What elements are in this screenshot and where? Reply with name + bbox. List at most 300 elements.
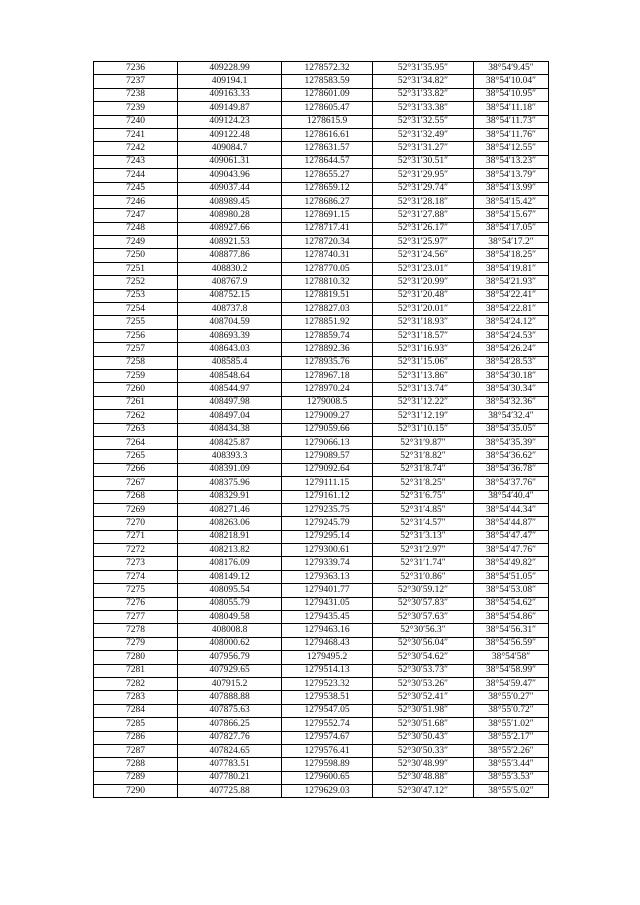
point-number-cell: 7242 [94,142,178,155]
y-coordinate-cell: 1279629.03 [282,785,373,798]
longitude-cell: 38°54′13.23″ [474,155,549,168]
x-coordinate-cell: 409149.87 [178,102,282,115]
y-coordinate-cell: 1279339.74 [282,557,373,570]
y-coordinate-cell: 1278644.57 [282,155,373,168]
latitude-cell: 52°31′9.87″ [373,436,474,449]
latitude-cell: 52°30′59.12″ [373,584,474,597]
table-row [94,115,549,128]
point-number-cell: 7269 [94,503,178,516]
x-coordinate-cell: 408213.82 [178,544,282,557]
y-coordinate-cell: 1278720.34 [282,236,373,249]
point-number-cell: 7266 [94,463,178,476]
longitude-cell: 38°54′59.47″ [474,677,549,690]
table-row [94,718,549,731]
point-number-cell: 7278 [94,624,178,637]
point-number-cell: 7247 [94,209,178,222]
y-coordinate-cell: 1279245.79 [282,517,373,530]
latitude-cell: 52°30′47.12″ [373,785,474,798]
y-coordinate-cell: 1279600.65 [282,771,373,784]
table-row [94,597,549,610]
y-coordinate-cell: 1278819.51 [282,289,373,302]
latitude-cell: 52°31′6.75″ [373,490,474,503]
longitude-cell: 38°54′30.18″ [474,369,549,382]
x-coordinate-cell: 408055.79 [178,597,282,610]
latitude-cell: 52°30′48.99″ [373,758,474,771]
point-number-cell: 7270 [94,517,178,530]
point-number-cell: 7252 [94,276,178,289]
longitude-cell: 38°54′37.76″ [474,477,549,490]
longitude-cell: 38°54′49.82″ [474,557,549,570]
table-row [94,771,549,784]
x-coordinate-cell: 408693.39 [178,329,282,342]
longitude-cell: 38°54′10.04″ [474,75,549,88]
x-coordinate-cell: 408049.58 [178,611,282,624]
latitude-cell: 52°31′3.13″ [373,530,474,543]
longitude-cell: 38°54′47.76″ [474,544,549,557]
x-coordinate-cell: 409194.1 [178,75,282,88]
x-coordinate-cell: 408752.15 [178,289,282,302]
point-number-cell: 7290 [94,785,178,798]
latitude-cell: 52°31′30.51″ [373,155,474,168]
y-coordinate-cell: 1278770.05 [282,262,373,275]
latitude-cell: 52°31′8.25″ [373,477,474,490]
y-coordinate-cell: 1279009.27 [282,410,373,423]
table-row [94,691,549,704]
point-number-cell: 7240 [94,115,178,128]
point-number-cell: 7272 [94,544,178,557]
y-coordinate-cell: 1279468.43 [282,637,373,650]
table-row [94,477,549,490]
x-coordinate-cell: 408375.96 [178,477,282,490]
table-row [94,624,549,637]
longitude-cell: 38°55′2.26″ [474,744,549,757]
longitude-cell: 38°54′15.42″ [474,195,549,208]
point-number-cell: 7275 [94,584,178,597]
point-number-cell: 7286 [94,731,178,744]
latitude-cell: 52°31′12.19″ [373,410,474,423]
y-coordinate-cell: 1279295.14 [282,530,373,543]
longitude-cell: 38°54′58″ [474,651,549,664]
latitude-cell: 52°31′33.38″ [373,102,474,115]
table-row [94,396,549,409]
y-coordinate-cell: 1279431.05 [282,597,373,610]
table-row [94,731,549,744]
longitude-cell: 38°54′12.55″ [474,142,549,155]
latitude-cell: 52°30′54.62″ [373,651,474,664]
point-number-cell: 7271 [94,530,178,543]
x-coordinate-cell: 407824.65 [178,744,282,757]
x-coordinate-cell: 409061.31 [178,155,282,168]
y-coordinate-cell: 1279111.15 [282,477,373,490]
latitude-cell: 52°31′29.95″ [373,169,474,182]
longitude-cell: 38°54′35.05″ [474,423,549,436]
table-row [94,155,549,168]
y-coordinate-cell: 1279552.74 [282,718,373,731]
x-coordinate-cell: 408927.66 [178,222,282,235]
x-coordinate-cell: 409163.33 [178,88,282,101]
point-number-cell: 7267 [94,477,178,490]
x-coordinate-cell: 408391.09 [178,463,282,476]
x-coordinate-cell: 408830.2 [178,262,282,275]
latitude-cell: 52°31′25.97″ [373,236,474,249]
latitude-cell: 52°31′32.49″ [373,128,474,141]
x-coordinate-cell: 408176.09 [178,557,282,570]
y-coordinate-cell: 1278717.41 [282,222,373,235]
latitude-cell: 52°30′50.33″ [373,744,474,757]
latitude-cell: 52°31′24.56″ [373,249,474,262]
longitude-cell: 38°54′56.31″ [474,624,549,637]
table-row [94,503,549,516]
point-number-cell: 7285 [94,718,178,731]
point-number-cell: 7248 [94,222,178,235]
y-coordinate-cell: 1278851.92 [282,316,373,329]
x-coordinate-cell: 408548.64 [178,369,282,382]
latitude-cell: 52°30′48.88″ [373,771,474,784]
x-coordinate-cell: 409228.99 [178,62,282,75]
longitude-cell: 38°54′40.4″ [474,490,549,503]
y-coordinate-cell: 1279008.5 [282,396,373,409]
latitude-cell: 52°30′57.63″ [373,611,474,624]
latitude-cell: 52°31′13.86″ [373,369,474,382]
x-coordinate-cell: 408497.04 [178,410,282,423]
table-row [94,169,549,182]
y-coordinate-cell: 1278859.74 [282,329,373,342]
table-row [94,677,549,690]
table-row [94,102,549,115]
latitude-cell: 52°31′34.82″ [373,75,474,88]
point-number-cell: 7257 [94,343,178,356]
latitude-cell: 52°30′51.68″ [373,718,474,731]
point-number-cell: 7237 [94,75,178,88]
x-coordinate-cell: 408218.91 [178,530,282,543]
x-coordinate-cell: 407915.2 [178,677,282,690]
point-number-cell: 7250 [94,249,178,262]
table-row [94,436,549,449]
table-row [94,249,549,262]
table-row [94,236,549,249]
x-coordinate-cell: 409122.48 [178,128,282,141]
point-number-cell: 7241 [94,128,178,141]
x-coordinate-cell: 408008.8 [178,624,282,637]
point-number-cell: 7276 [94,597,178,610]
point-number-cell: 7284 [94,704,178,717]
table-row [94,410,549,423]
x-coordinate-cell: 409037.44 [178,182,282,195]
x-coordinate-cell: 408544.97 [178,383,282,396]
x-coordinate-cell: 407827.76 [178,731,282,744]
y-coordinate-cell: 1278810.32 [282,276,373,289]
point-number-cell: 7256 [94,329,178,342]
longitude-cell: 38°54′11.18″ [474,102,549,115]
latitude-cell: 52°30′52.41″ [373,691,474,704]
point-number-cell: 7289 [94,771,178,784]
longitude-cell: 38°54′53.08″ [474,584,549,597]
point-number-cell: 7280 [94,651,178,664]
table-row [94,557,549,570]
longitude-cell: 38°54′21.93″ [474,276,549,289]
y-coordinate-cell: 1278970.24 [282,383,373,396]
table-row [94,637,549,650]
longitude-cell: 38°54′36.62″ [474,450,549,463]
point-number-cell: 7262 [94,410,178,423]
latitude-cell: 52°31′20.01″ [373,303,474,316]
latitude-cell: 52°31′13.74″ [373,383,474,396]
y-coordinate-cell: 1279059.66 [282,423,373,436]
table-row [94,785,549,798]
longitude-cell: 38°54′28.53″ [474,356,549,369]
longitude-cell: 38°54′47.47″ [474,530,549,543]
y-coordinate-cell: 1278616.61 [282,128,373,141]
x-coordinate-cell: 408737.8 [178,303,282,316]
longitude-cell: 38°54′32.36″ [474,396,549,409]
table-row [94,195,549,208]
longitude-cell: 38°54′36.78″ [474,463,549,476]
longitude-cell: 38°54′19.81″ [474,262,549,275]
x-coordinate-cell: 407866.25 [178,718,282,731]
x-coordinate-cell: 409043.96 [178,169,282,182]
latitude-cell: 52°31′31.27″ [373,142,474,155]
latitude-cell: 52°30′51.98″ [373,704,474,717]
longitude-cell: 38°54′10.95″ [474,88,549,101]
longitude-cell: 38°54′9.45″ [474,62,549,75]
y-coordinate-cell: 1278631.57 [282,142,373,155]
table-row [94,316,549,329]
x-coordinate-cell: 408585.4 [178,356,282,369]
point-number-cell: 7277 [94,611,178,624]
y-coordinate-cell: 1279089.57 [282,450,373,463]
table-row [94,530,549,543]
y-coordinate-cell: 1279092.64 [282,463,373,476]
table-row [94,276,549,289]
longitude-cell: 38°54′44.34″ [474,503,549,516]
longitude-cell: 38°55′2.17″ [474,731,549,744]
latitude-cell: 52°31′23.01″ [373,262,474,275]
latitude-cell: 52°31′28.18″ [373,195,474,208]
latitude-cell: 52°31′8.74″ [373,463,474,476]
table-row [94,450,549,463]
longitude-cell: 38°54′13.99″ [474,182,549,195]
y-coordinate-cell: 1278827.03 [282,303,373,316]
x-coordinate-cell: 408434.38 [178,423,282,436]
point-number-cell: 7273 [94,557,178,570]
x-coordinate-cell: 407956.79 [178,651,282,664]
y-coordinate-cell: 1279300.61 [282,544,373,557]
point-number-cell: 7258 [94,356,178,369]
longitude-cell: 38°54′22.41″ [474,289,549,302]
point-number-cell: 7263 [94,423,178,436]
table-row [94,356,549,369]
table-row [94,383,549,396]
table-row [94,611,549,624]
longitude-cell: 38°54′15.67″ [474,209,549,222]
longitude-cell: 38°54′17.05″ [474,222,549,235]
y-coordinate-cell: 1278892.36 [282,343,373,356]
y-coordinate-cell: 1278615.9 [282,115,373,128]
point-number-cell: 7249 [94,236,178,249]
x-coordinate-cell: 408497.98 [178,396,282,409]
x-coordinate-cell: 408000.62 [178,637,282,650]
point-number-cell: 7253 [94,289,178,302]
point-number-cell: 7265 [94,450,178,463]
latitude-cell: 52°30′53.73″ [373,664,474,677]
point-number-cell: 7283 [94,691,178,704]
y-coordinate-cell: 1278686.27 [282,195,373,208]
point-number-cell: 7239 [94,102,178,115]
table-row [94,222,549,235]
latitude-cell: 52°31′20.99″ [373,276,474,289]
longitude-cell: 38°54′44.87″ [474,517,549,530]
y-coordinate-cell: 1279363.13 [282,570,373,583]
point-number-cell: 7238 [94,88,178,101]
x-coordinate-cell: 409124.23 [178,115,282,128]
y-coordinate-cell: 1278655.27 [282,169,373,182]
x-coordinate-cell: 407875.63 [178,704,282,717]
longitude-cell: 38°54′18.25″ [474,249,549,262]
x-coordinate-cell: 408989.45 [178,195,282,208]
point-number-cell: 7254 [94,303,178,316]
table-row [94,262,549,275]
longitude-cell: 38°54′35.39″ [474,436,549,449]
latitude-cell: 52°31′18.57″ [373,329,474,342]
longitude-cell: 38°54′56.59″ [474,637,549,650]
point-number-cell: 7282 [94,677,178,690]
longitude-cell: 38°54′58.99″ [474,664,549,677]
latitude-cell: 52°30′57.83″ [373,597,474,610]
table-row [94,423,549,436]
point-number-cell: 7287 [94,744,178,757]
y-coordinate-cell: 1278691.15 [282,209,373,222]
latitude-cell: 52°31′29.74″ [373,182,474,195]
point-number-cell: 7261 [94,396,178,409]
latitude-cell: 52°31′12.22″ [373,396,474,409]
point-number-cell: 7243 [94,155,178,168]
point-number-cell: 7268 [94,490,178,503]
longitude-cell: 38°54′11.73″ [474,115,549,128]
y-coordinate-cell: 1279463.16 [282,624,373,637]
table-row [94,664,549,677]
point-number-cell: 7244 [94,169,178,182]
point-number-cell: 7264 [94,436,178,449]
longitude-cell: 38°54′22.81″ [474,303,549,316]
latitude-cell: 52°31′1.74″ [373,557,474,570]
latitude-cell: 52°31′16.93″ [373,343,474,356]
table-row [94,88,549,101]
longitude-cell: 38°54′26.24″ [474,343,549,356]
latitude-cell: 52°31′32.55″ [373,115,474,128]
coordinates-table-body [94,62,549,798]
table-row [94,75,549,88]
y-coordinate-cell: 1278572.32 [282,62,373,75]
y-coordinate-cell: 1279523.32 [282,677,373,690]
y-coordinate-cell: 1279598.89 [282,758,373,771]
x-coordinate-cell: 408921.53 [178,236,282,249]
latitude-cell: 52°31′35.95″ [373,62,474,75]
y-coordinate-cell: 1279514.13 [282,664,373,677]
table-row [94,517,549,530]
x-coordinate-cell: 408980.28 [178,209,282,222]
table-row [94,182,549,195]
x-coordinate-cell: 408263.06 [178,517,282,530]
y-coordinate-cell: 1278967.18 [282,369,373,382]
table-row [94,490,549,503]
table-row [94,343,549,356]
longitude-cell: 38°54′54.62″ [474,597,549,610]
table-row [94,329,549,342]
longitude-cell: 38°55′0.27″ [474,691,549,704]
y-coordinate-cell: 1279401.77 [282,584,373,597]
point-number-cell: 7259 [94,369,178,382]
longitude-cell: 38°54′32.4″ [474,410,549,423]
longitude-cell: 38°55′5.02″ [474,785,549,798]
latitude-cell: 52°31′18.93″ [373,316,474,329]
longitude-cell: 38°54′17.2″ [474,236,549,249]
y-coordinate-cell: 1279066.13 [282,436,373,449]
longitude-cell: 38°54′51.05″ [474,570,549,583]
latitude-cell: 52°30′56.04″ [373,637,474,650]
point-number-cell: 7236 [94,62,178,75]
table-row [94,544,549,557]
coordinates-table [93,61,549,798]
longitude-cell: 38°54′30.34″ [474,383,549,396]
point-number-cell: 7274 [94,570,178,583]
y-coordinate-cell: 1279576.41 [282,744,373,757]
x-coordinate-cell: 408425.87 [178,436,282,449]
latitude-cell: 52°31′8.82″ [373,450,474,463]
y-coordinate-cell: 1278601.09 [282,88,373,101]
x-coordinate-cell: 408149.12 [178,570,282,583]
x-coordinate-cell: 408767.9 [178,276,282,289]
latitude-cell: 52°31′27.88″ [373,209,474,222]
latitude-cell: 52°31′4.85″ [373,503,474,516]
longitude-cell: 38°54′54.86″ [474,611,549,624]
table-row [94,463,549,476]
latitude-cell: 52°31′0.86″ [373,570,474,583]
point-number-cell: 7281 [94,664,178,677]
latitude-cell: 52°30′53.26″ [373,677,474,690]
longitude-cell: 38°54′11.76″ [474,128,549,141]
y-coordinate-cell: 1279435.45 [282,611,373,624]
longitude-cell: 38°55′3.44″ [474,758,549,771]
longitude-cell: 38°54′13.79″ [474,169,549,182]
x-coordinate-cell: 408095.54 [178,584,282,597]
x-coordinate-cell: 407780.21 [178,771,282,784]
point-number-cell: 7251 [94,262,178,275]
y-coordinate-cell: 1278659.12 [282,182,373,195]
y-coordinate-cell: 1279161.12 [282,490,373,503]
point-number-cell: 7288 [94,758,178,771]
x-coordinate-cell: 408877.86 [178,249,282,262]
x-coordinate-cell: 408393.3 [178,450,282,463]
table-row [94,128,549,141]
table-row [94,142,549,155]
x-coordinate-cell: 407888.88 [178,691,282,704]
point-number-cell: 7255 [94,316,178,329]
latitude-cell: 52°31′10.15″ [373,423,474,436]
x-coordinate-cell: 407783.51 [178,758,282,771]
point-number-cell: 7279 [94,637,178,650]
y-coordinate-cell: 1279574.67 [282,731,373,744]
x-coordinate-cell: 408329.91 [178,490,282,503]
longitude-cell: 38°54′24.12″ [474,316,549,329]
x-coordinate-cell: 408704.59 [178,316,282,329]
table-row [94,369,549,382]
x-coordinate-cell: 407725.88 [178,785,282,798]
y-coordinate-cell: 1278935.76 [282,356,373,369]
table-row [94,289,549,302]
table-row [94,704,549,717]
y-coordinate-cell: 1278583.59 [282,75,373,88]
y-coordinate-cell: 1279495.2 [282,651,373,664]
